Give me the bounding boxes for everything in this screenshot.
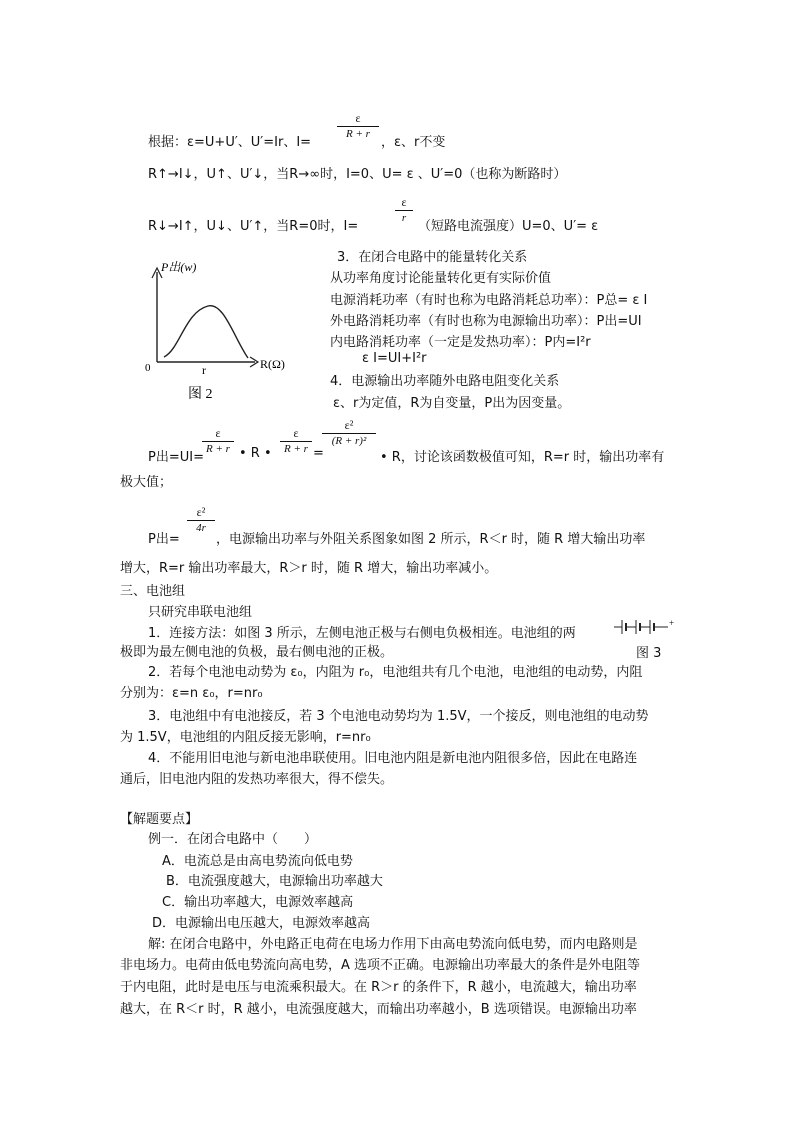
option-d: D．电源输出电压越大，电源效率越高 (152, 916, 371, 931)
peak-r-label: r (202, 363, 206, 377)
battery-p3-line-1: 3．电池组中有电池接反，若 3 个电池电动势均为 1.5V，一个接反，则电池组的电动势 (148, 709, 649, 724)
battery-p4-line-1: 4．不能用旧电池与新电池串联使用。旧电池内阻是新电池内阻很多倍，因此在电路连 (148, 751, 638, 766)
fraction-epsilon-over-r: $\frac{\varepsilon}{r}$ (395, 194, 413, 226)
y-axis-label: P出(w) (161, 260, 197, 274)
pmax-suffix: ，电源输出功率与外阻关系图象如图 2 所示，R＜r 时，随 R 增大输出功率 (216, 532, 646, 547)
section-3-line-3: 外电路消耗功率（有时也称为电源输出功率）：P出=UI (330, 314, 642, 329)
pmax-continued: 增大，R=r 输出功率最大，R＞r 时，随 R 增大，输出功率减小。 (120, 561, 498, 576)
answer-line-2: 非电场力。电荷由低电势流向高电势，A 选项不正确。电源输出功率最大的条件是外电阻等 (120, 958, 641, 973)
battery-p1-line-1: 1．连接方法：如图 3 所示，左侧电池正极与右侧电负极相连。电池组的两 (148, 626, 576, 641)
section-3-title: 3．在闭合电路中的能量转化关系 (337, 250, 528, 265)
formula-line-2: R↑→I↓，U↑、U′↓，当R→∞时，I=0、U= ε 、U′=0（也称为断路时） (148, 167, 567, 182)
section-3-line-5: ε I=UI+I²r (362, 351, 427, 366)
answer-line-3: 于内电阻，此时是电压与电流乘积最大。在 R＞r 的条件下，R 越小，电流越大，输出功率 (120, 980, 637, 995)
pout-prefix: P出=UI= (148, 450, 204, 465)
pmax-prefix: P出= (148, 532, 180, 547)
origin-label: 0 (145, 362, 151, 374)
option-a: A．电流总是由高电势流向低电势 (162, 854, 353, 869)
pout-fraction-2: $\frac{\varepsilon}{R + r}$ (280, 425, 312, 457)
section-4-line-1: ε、r为定值，R为自变量，P出为因变量。 (333, 396, 571, 411)
solution-heading: 【解题要点】 (120, 812, 199, 827)
pout-mid: • R • (239, 446, 272, 461)
power-curve (164, 306, 248, 358)
formula-line-3-suffix: （短路电流强度）U=0、U′= ε (418, 219, 599, 234)
answer-line-1: 解: 在闭合电路中，外电路正电荷在电场力作用下由高电势流向低电势，而内电路则是 (148, 937, 638, 952)
battery-p4-line-2: 通后，旧电池内阻的发热功率很大，得不偿失。 (120, 772, 394, 787)
battery-p2-line-2: 分别为：ε=n ε₀，r=nr₀ (120, 686, 263, 701)
pout-fraction-1: $\frac{\varepsilon}{R + r}$ (202, 425, 234, 457)
pmax-fraction: $\frac{\text{ε²}}{4r}$ (187, 504, 215, 536)
section-3-line-4: 内电路消耗功率（一定是发热功率）：P内=I²r (330, 335, 591, 350)
figure-3-caption: 图 3 (636, 646, 662, 661)
section-4-title: 4．电源输出功率随外电路电阻变化关系 (330, 374, 560, 389)
figure-3-battery-series (614, 617, 678, 637)
pout-eq: = (313, 446, 324, 461)
example-1-question: 例一．在闭合电路中（ ） (148, 832, 318, 847)
x-axis-label: R(Ω) (260, 357, 285, 371)
battery-heading: 三、电池组 (120, 584, 186, 599)
battery-intro: 只研究串联电池组 (148, 605, 253, 620)
pout-suffix: • R，讨论该函数极值可知，R=r 时，输出功率有 (380, 450, 665, 465)
section-3-line-2: 电源消耗功率（有时也称为电路消耗总功率）：P总= ε I (330, 293, 648, 308)
answer-line-4: 越大，在 R＜r 时，R 越小，电流强度越大，而输出功率越小，B 选项错误。电源输出功率 (120, 1002, 637, 1017)
pout-fraction-3: $\frac{\text{ε²}}{\text{(R + r)²}}$ (322, 417, 376, 449)
option-c: C．输出功率越大，电源效率越高 (162, 895, 354, 910)
svg-text:+: + (669, 618, 675, 628)
formula-1-suffix: ，ε、r不变 (381, 135, 446, 150)
option-b: B．电流强度越大，电源输出功率越大 (166, 874, 383, 889)
battery-p3-line-2: 为 1.5V，电池组的内阻反接无影响，r=nr₀ (120, 730, 371, 745)
figure-2-power-curve (140, 254, 330, 412)
fraction-epsilon-over-r-plus-r: $\frac{\varepsilon}{R + r}$ (337, 110, 379, 142)
battery-p1-line-2: 极即为最左侧电池的负极，最右侧电池的正极。 (120, 645, 394, 660)
formula-line-3-prefix: R↓→I↑，U↓、U′↑，当R=0时，I= (148, 219, 359, 234)
figure-2-caption: 图 2 (188, 387, 213, 402)
section-3-line-1: 从功率角度讨论能量转化更有实际价值 (330, 271, 552, 286)
pout-continued: 极大值； (120, 475, 173, 490)
formula-1-prefix: 根据：ε=U+U′、U′=Ir、I= (148, 135, 312, 150)
battery-p2-line-1: 2．若每个电池电动势为 ε₀，内阻为 r₀，电池组共有几个电池，电池组的电动势，内阻 (148, 665, 643, 680)
formula-line-1 (148, 131, 311, 150)
